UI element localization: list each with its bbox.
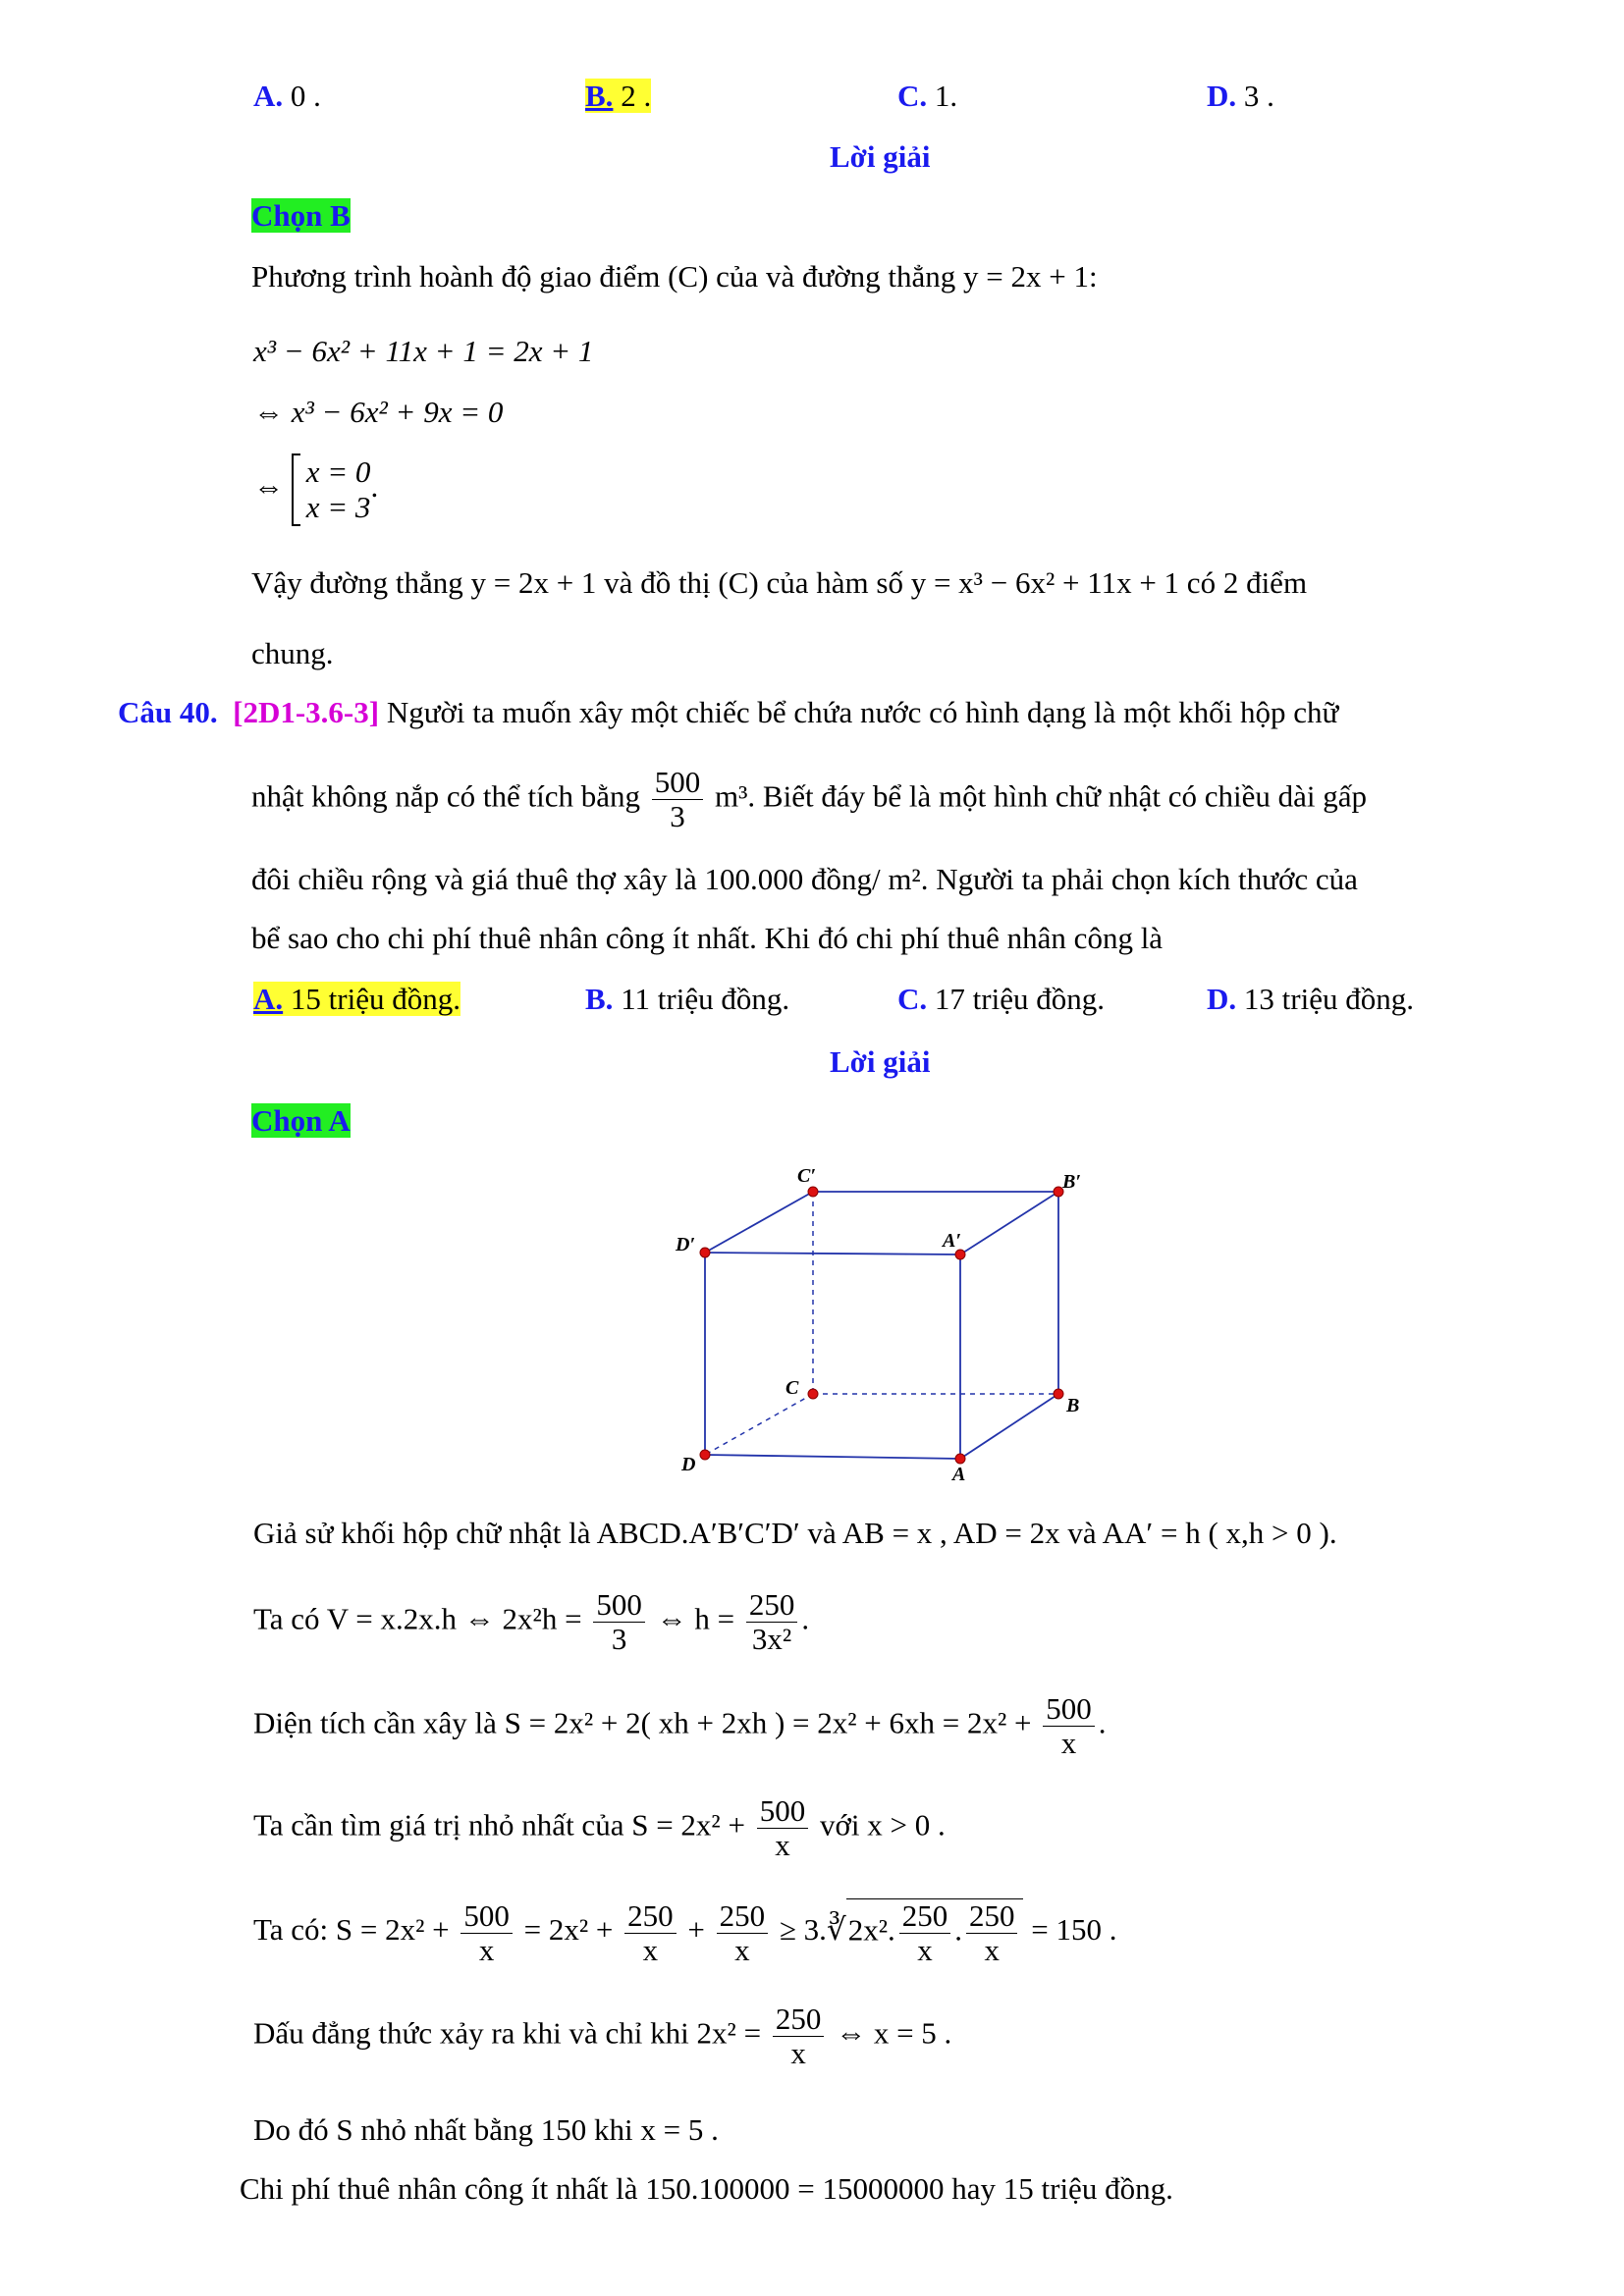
option-label: C. (897, 79, 928, 113)
option-value: 17 triệu đồng. (934, 982, 1105, 1016)
option-label: A. (253, 982, 284, 1016)
root-2: x = 3 (305, 490, 371, 524)
choice-badge: Chọn A (251, 1103, 351, 1138)
label-a1: A′ (943, 1230, 961, 1252)
solution-title: Lời giải (830, 139, 931, 174)
label-d: D (681, 1454, 696, 1475)
option-label: B. (585, 79, 614, 113)
q40-option-b (585, 980, 789, 1019)
vertex-d (700, 1450, 710, 1460)
question-number: Câu 40. (118, 695, 218, 729)
q40-option-c (897, 980, 1105, 1019)
step-1: Giả sử khối hộp chữ nhật là ABCD.A′B′C′D′ và AB = x , AD = 2x và AA′ = h ( x,h > 0 ). (253, 1516, 1337, 1550)
q39-intro: Phương trình hoành độ giao điểm (C) của và đường thẳng y = 2x + 1: (251, 259, 1098, 294)
option-value: 2 . (621, 79, 652, 113)
step-2: Ta có V = x.2x.h ⇔ 2x²h = $\frac{500}{3}$ ⇔ h = $\frac{250}{\text{3x²}}$ . (253, 1587, 810, 1656)
step-4: Ta cần tìm giá trị nhỏ nhất của S = 2x² + $\frac{500}{x}$ với x > 0 . (253, 1793, 946, 1862)
option-value: 11 triệu đồng. (621, 982, 790, 1016)
option-value: 1. (934, 79, 958, 113)
q39-conclusion-1: Vậy đường thẳng y = 2x + 1 và đồ thị (C) của hàm số y = x³ − 6x² + 11x + 1 có 2 điểm (251, 565, 1308, 600)
label-c: C (785, 1377, 799, 1399)
step-3: Diện tích cần xây là S = 2x² + 2( xh + 2xh ) = 2x² + 6xh = 2x² + $\frac{500}{x}$ . (253, 1691, 1107, 1760)
vertex-a (955, 1454, 965, 1464)
option-label: D. (1207, 79, 1237, 113)
volume-fraction: $\frac{500}{3}$ (652, 766, 704, 833)
label-d1: D′ (676, 1234, 696, 1255)
step-8: Chi phí thuê nhân công ít nhất là 150.100000 = 15000000 hay 15 triệu đồng. (240, 2171, 1173, 2206)
vertex-c1 (808, 1187, 818, 1197)
option-value: 15 triệu đồng. (290, 982, 460, 1016)
vertex-b (1054, 1389, 1063, 1399)
question-tag: [2D1-3.6-3] (233, 695, 380, 729)
q40-option-a (253, 980, 460, 1019)
vertex-c (808, 1389, 818, 1399)
vertex-d1 (700, 1248, 710, 1257)
q39-equation-3: ⇔ x = 0 x = 3 . (253, 454, 379, 524)
q39-equation-2: ⇔ x³ − 6x² + 9x = 0 (253, 395, 504, 429)
q39-option-b (585, 77, 651, 116)
q39-option-d (1207, 77, 1274, 116)
choice-badge: Chọn B (251, 198, 351, 233)
label-a: A (952, 1464, 966, 1485)
q40-line-3: đôi chiều rộng và giá thuê thợ xây là 100.000 đồng/ m². Người ta phải chọn kích thước của (251, 862, 1358, 896)
step-6: Dấu đẳng thức xảy ra khi và chỉ khi 2x² = $\frac{250}{x}$ ⇔ x = 5 . (253, 2002, 952, 2070)
option-label: C. (897, 982, 928, 1016)
label-b1: B′ (1062, 1171, 1081, 1193)
q40-line-1: Câu 40. [2D1-3.6-3] Người ta muốn xây một chiếc bể chứa nước có hình dạng là một khối hộp chữ (118, 695, 1339, 729)
q39-option-c (897, 77, 957, 116)
root-1: x = 0 (305, 454, 371, 489)
option-value: 13 triệu đồng. (1243, 982, 1414, 1016)
option-value: 0 . (290, 79, 321, 113)
cuboid-figure (658, 1158, 1110, 1492)
q40-line-2: nhật không nắp có thể tích bằng $\frac{500}{3}$ m³. Biết đáy bể là một hình chữ nhật có chiều dài gấp (251, 765, 1368, 833)
q40-option-d (1207, 980, 1414, 1019)
step-5: Ta có: S = 2x² + $\frac{500}{x}$ = 2x² + $\frac{250}{x}$ + $\frac{250}{x}$ ≥ 3.∛2x². $\frac{250}{x}$ . $\frac{250}{x}$ = 150 . (253, 1897, 1117, 1967)
q39-option-a (253, 77, 321, 116)
label-b: B (1066, 1395, 1080, 1416)
option-value: 3 . (1243, 79, 1274, 113)
label-c1: C′ (797, 1165, 816, 1187)
option-label: D. (1207, 982, 1237, 1016)
option-label: A. (253, 79, 284, 113)
option-label: B. (585, 982, 614, 1016)
q39-conclusion-2: chung. (251, 636, 334, 670)
q39-equation-1: x³ − 6x² + 11x + 1 = 2x + 1 (253, 334, 594, 368)
q40-line-4: bể sao cho chi phí thuê nhân công ít nhất. Khi đó chi phí thuê nhân công là (251, 921, 1164, 955)
step-7: Do đó S nhỏ nhất bằng 150 khi x = 5 . (253, 2112, 719, 2147)
solution-title: Lời giải (830, 1044, 931, 1079)
